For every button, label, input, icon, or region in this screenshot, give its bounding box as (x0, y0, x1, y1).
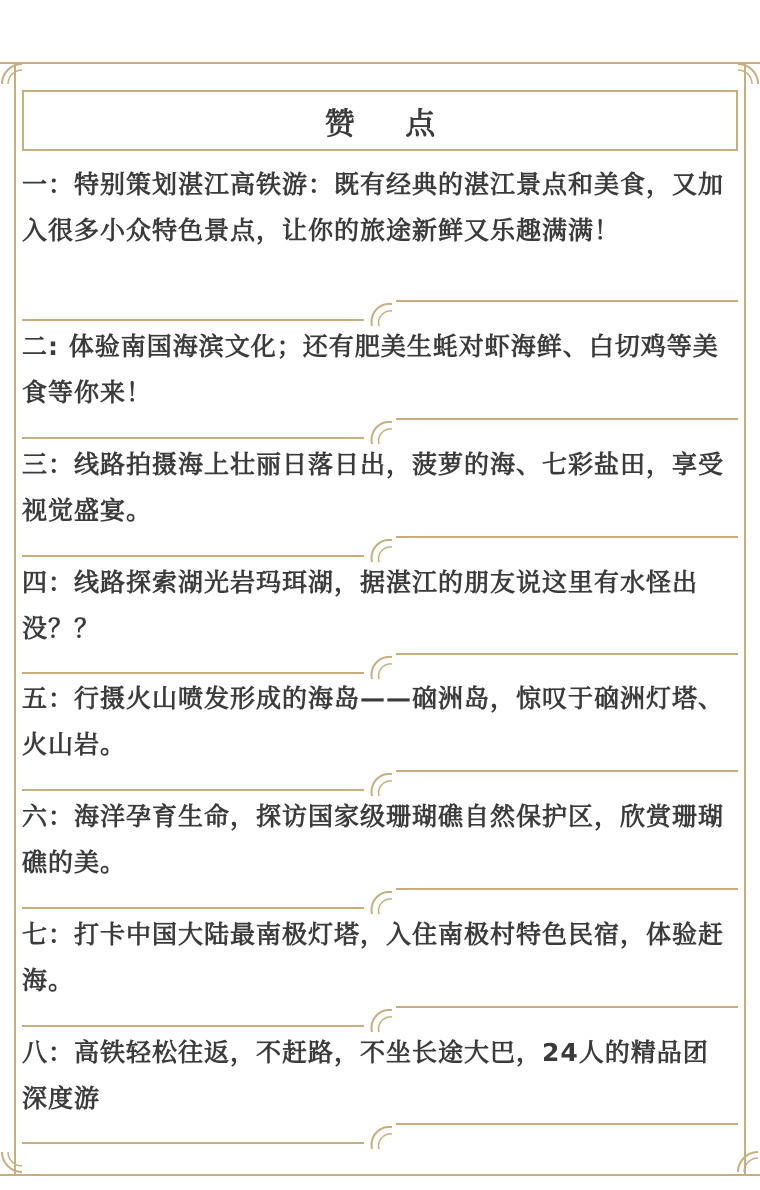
title-box (22, 90, 738, 151)
highlight-item-4: 四：线路探索湖光岩玛珥湖，据湛江的朋友说这里有水怪出没？？ (22, 568, 699, 643)
highlight-item-2: 二: 体验南国海滨文化；还有肥美生蚝对虾海鲜、白切鸡等美食等你来！ (22, 332, 719, 407)
highlight-item-5: 五：行摄火山喷发形成的海岛——硇洲岛，惊叹于硇洲灯塔、火山岩。 (22, 684, 725, 759)
page-title: 赞 点 (324, 106, 456, 142)
highlight-item-3: 三：线路拍摄海上壮丽日落日出，菠萝的海、七彩盐田，享受视觉盛宴。 (22, 450, 725, 525)
corner-ornament-bottom-right (736, 1150, 760, 1174)
corner-ornament-top-right (736, 62, 760, 86)
frame-right-line (744, 64, 746, 1174)
frame-left-line (14, 64, 16, 1174)
highlight-item-1: 一：特别策划湛江高铁游：既有经典的湛江景点和美食，又加入很多小众特色景点，让你的旅途新鲜又乐趣满满！ (22, 170, 725, 245)
highlight-item-8: 八：高铁轻松往返，不赶路，不坐长途大巴，24人的精品团深度游 (22, 1038, 709, 1113)
corner-ornament-bottom-left (0, 1150, 24, 1174)
divider-ornament (22, 1121, 738, 1151)
highlight-item-7: 七：打卡中国大陆最南极灯塔，入住南极村特色民宿，体验赶海。 (22, 920, 725, 995)
highlight-item-6: 六：海洋孕育生命，探访国家级珊瑚礁自然保护区，欣赏珊瑚礁的美。 (22, 802, 725, 877)
corner-ornament-top-left (0, 62, 24, 86)
